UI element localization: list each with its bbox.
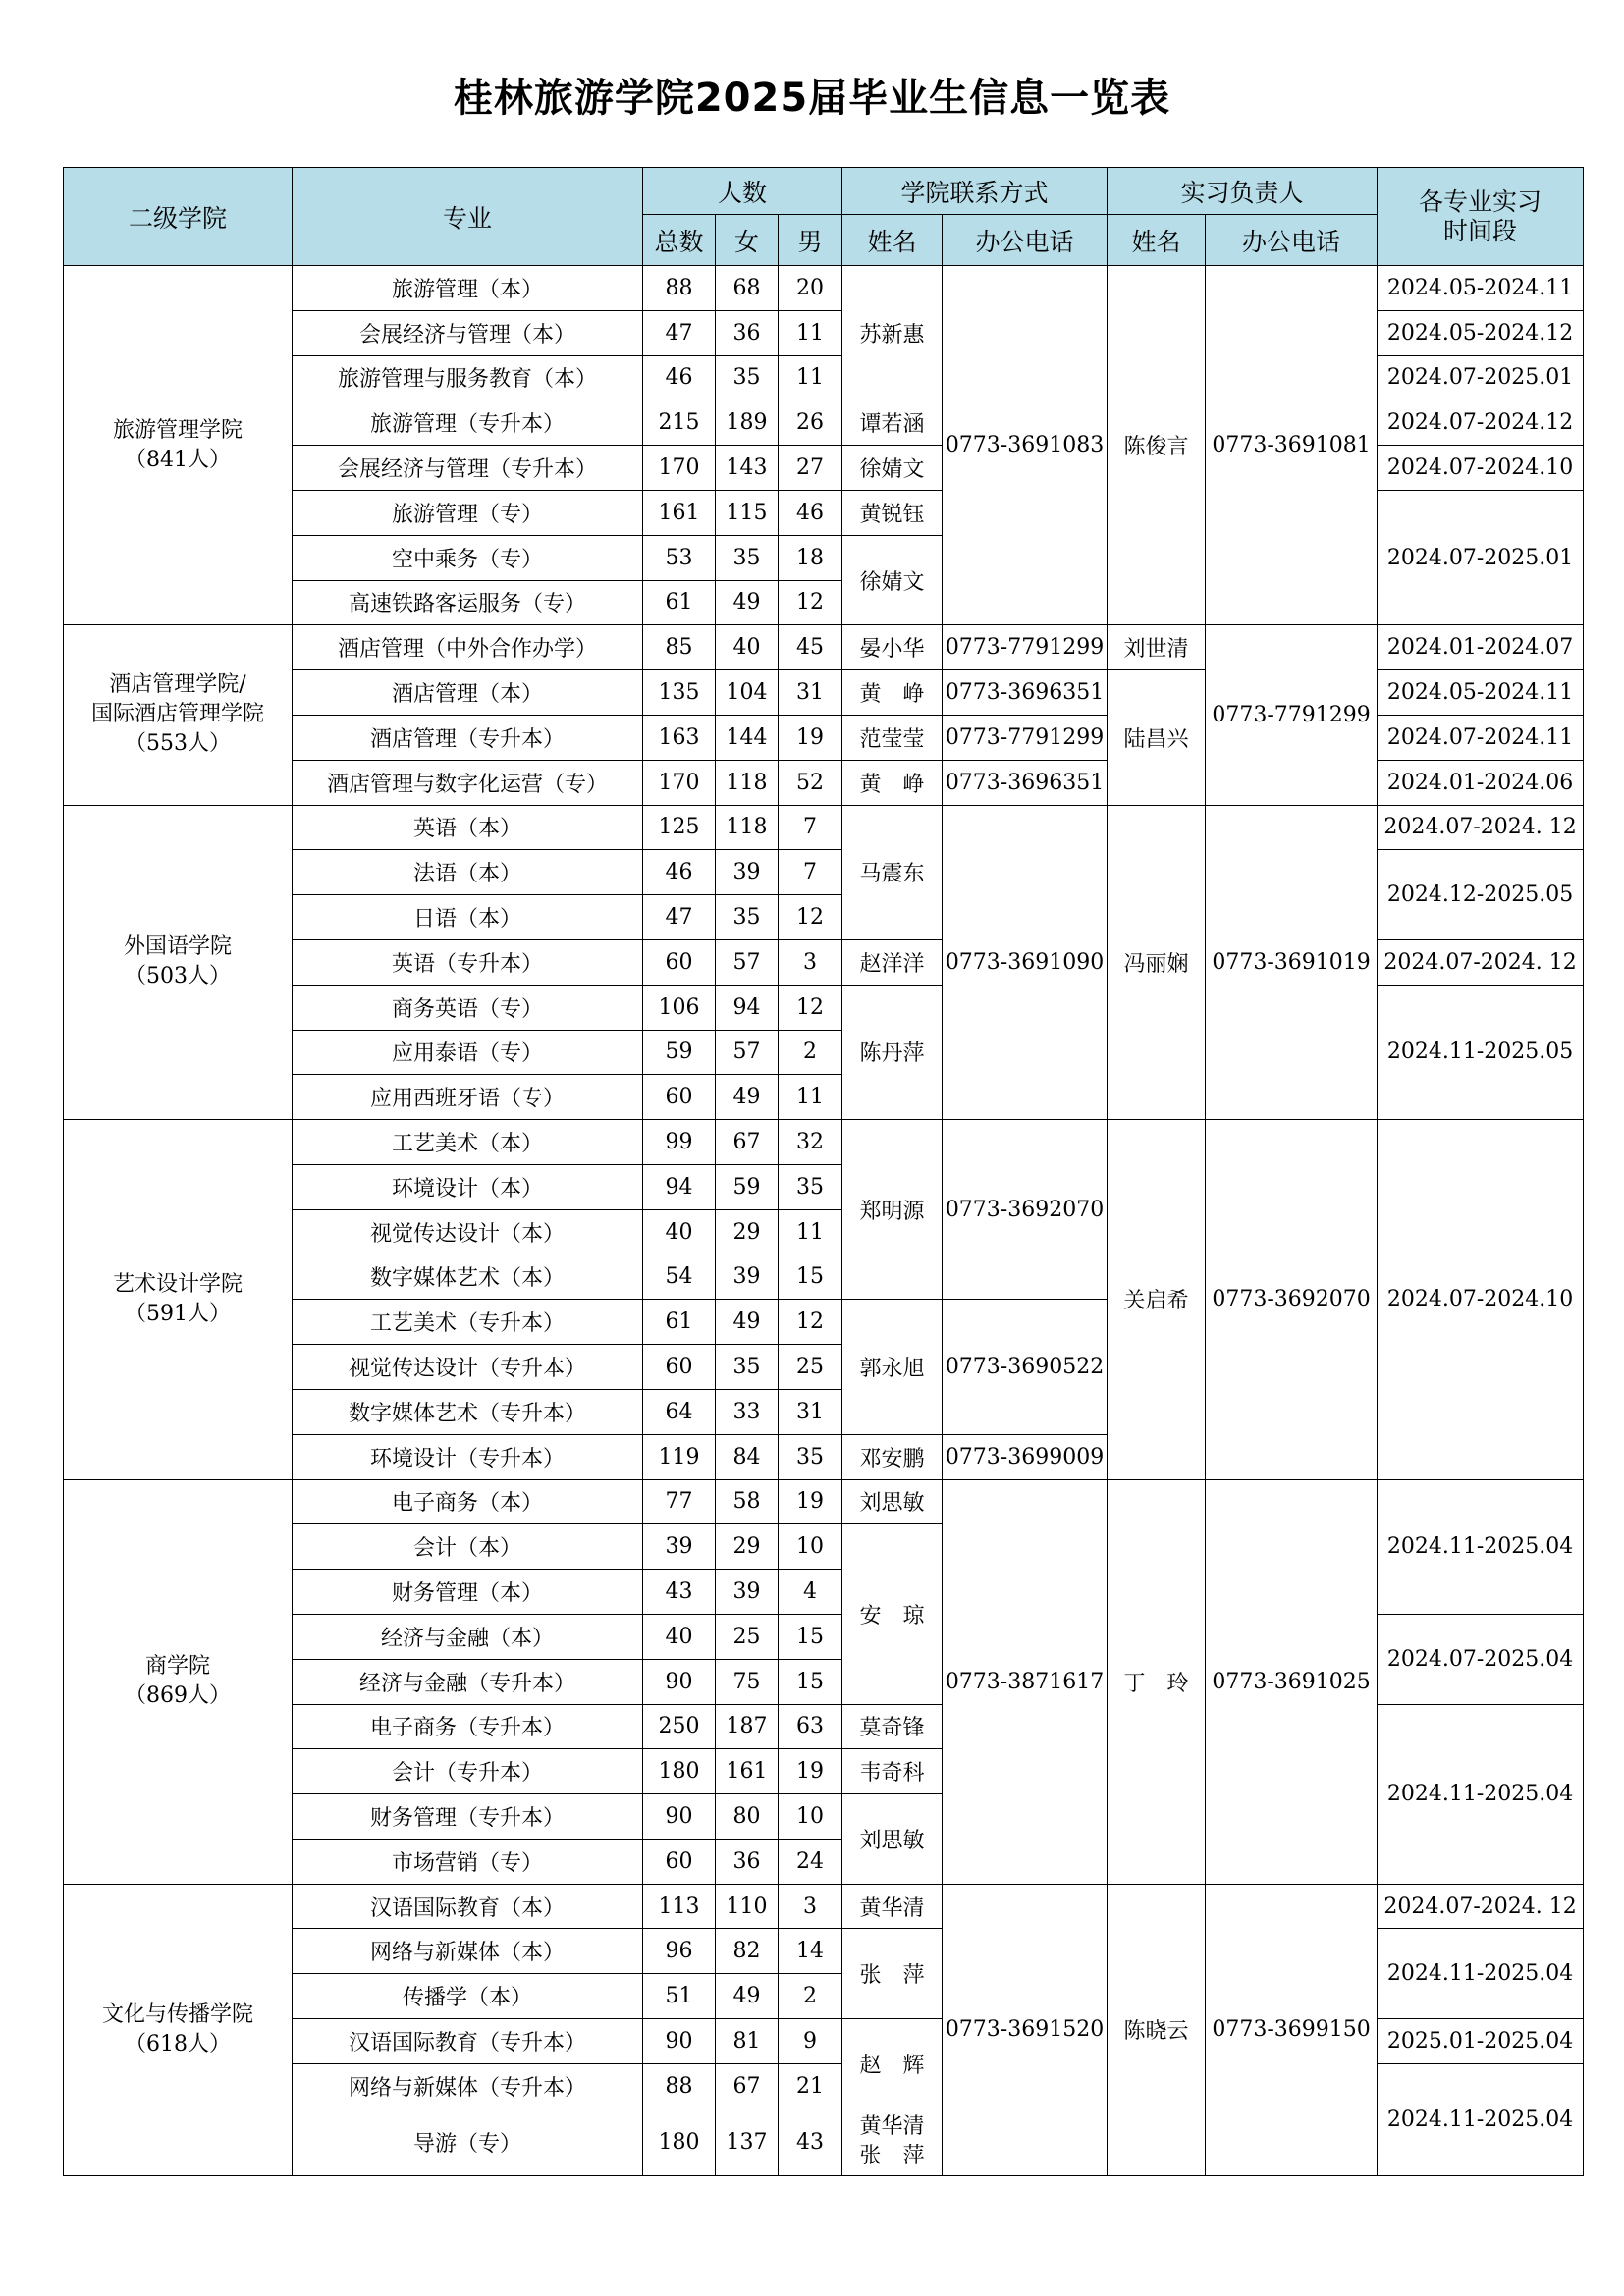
total-count: 215 — [643, 400, 716, 446]
major-name: 会展经济与管理（专升本） — [293, 446, 643, 491]
college-cell — [64, 266, 293, 625]
contact-phone: 0773-3699009 — [943, 1434, 1108, 1479]
major-name: 法语（本） — [293, 850, 643, 895]
period: 2024.07-2024. 12 — [1378, 1884, 1584, 1929]
total-count: 161 — [643, 490, 716, 535]
male-count: 11 — [779, 1075, 842, 1120]
contact-name: 韦奇科 — [842, 1749, 943, 1794]
total-count: 47 — [643, 310, 716, 355]
female-count: 59 — [716, 1164, 779, 1209]
total-count: 99 — [643, 1120, 716, 1165]
major-name: 商务英语（专） — [293, 985, 643, 1030]
college-name: 艺术设计学院 — [112, 1271, 243, 1297]
male-count: 4 — [779, 1570, 842, 1615]
intern-phone: 0773-3691025 — [1206, 1479, 1378, 1884]
contact-name: 黄锐钰 — [842, 490, 943, 535]
college-name: 旅游管理学院 — [112, 417, 243, 443]
female-count: 84 — [716, 1434, 779, 1479]
header-male: 男 — [779, 215, 842, 266]
male-count: 11 — [779, 310, 842, 355]
major-name: 会计（本） — [293, 1524, 643, 1570]
major-name: 高速铁路客运服务（专） — [293, 580, 643, 625]
male-count: 24 — [779, 1839, 842, 1884]
total-count: 113 — [643, 1884, 716, 1929]
total-count: 96 — [643, 1929, 716, 1974]
male-count: 19 — [779, 1749, 842, 1794]
male-count: 2 — [779, 1030, 842, 1075]
header-intern-group: 实习负责人 — [1108, 168, 1378, 215]
major-name: 英语（专升本） — [293, 939, 643, 985]
total-count: 60 — [643, 939, 716, 985]
male-count: 3 — [779, 1884, 842, 1929]
total-count: 51 — [643, 1974, 716, 2019]
female-count: 35 — [716, 1345, 779, 1390]
male-count: 21 — [779, 2063, 842, 2109]
female-count: 115 — [716, 490, 779, 535]
header-contact-name: 姓名 — [842, 215, 943, 266]
female-count: 29 — [716, 1524, 779, 1570]
major-name: 旅游管理（专） — [293, 490, 643, 535]
major-name: 汉语国际教育（本） — [293, 1884, 643, 1929]
female-count: 29 — [716, 1209, 779, 1255]
contact-phone: 0773-3691090 — [943, 805, 1108, 1120]
female-count: 36 — [716, 310, 779, 355]
header-contact-group: 学院联系方式 — [842, 168, 1108, 215]
contact-phone: 0773-3696351 — [943, 670, 1108, 716]
intern-name: 陆昌兴 — [1108, 670, 1206, 805]
contact-name: 黄 峥 — [842, 670, 943, 716]
total-count: 135 — [643, 670, 716, 716]
male-count: 12 — [779, 985, 842, 1030]
intern-phone: 0773-7791299 — [1206, 625, 1378, 805]
contact-name: 赵 辉 — [842, 2019, 943, 2109]
period: 2024.11-2025.04 — [1378, 2063, 1584, 2175]
contact-name — [842, 2109, 943, 2175]
college-name: 外国语学院 — [123, 934, 232, 960]
major-name: 视觉传达设计（本） — [293, 1209, 643, 1255]
period: 2024.07-2024. 12 — [1378, 939, 1584, 985]
male-count: 12 — [779, 580, 842, 625]
male-count: 12 — [779, 1300, 842, 1345]
total-count: 250 — [643, 1704, 716, 1749]
period: 2024.07-2024. 12 — [1378, 805, 1584, 850]
header-intern-name: 姓名 — [1108, 215, 1206, 266]
major-name: 视觉传达设计（专升本） — [293, 1345, 643, 1390]
contact-phone: 0773-3696351 — [943, 760, 1108, 805]
female-count: 161 — [716, 1749, 779, 1794]
college-count: （591人） — [125, 1301, 231, 1326]
contact-name: 黄华清 — [842, 1884, 943, 1929]
major-name: 酒店管理与数字化运营（专） — [293, 760, 643, 805]
female-count: 67 — [716, 2063, 779, 2109]
major-name: 经济与金融（专升本） — [293, 1659, 643, 1704]
total-count: 88 — [643, 266, 716, 311]
total-count: 43 — [643, 1570, 716, 1615]
major-name: 传播学（本） — [293, 1974, 643, 2019]
total-count: 39 — [643, 1524, 716, 1570]
female-count: 104 — [716, 670, 779, 716]
major-name: 工艺美术（专升本） — [293, 1300, 643, 1345]
college-cell — [64, 805, 293, 1120]
major-name: 环境设计（本） — [293, 1164, 643, 1209]
header-period-line2: 时间段 — [1443, 216, 1518, 245]
period: 2024.07-2024.10 — [1378, 1120, 1584, 1479]
female-count: 189 — [716, 400, 779, 446]
period: 2025.01-2025.04 — [1378, 2019, 1584, 2064]
header-college: 二级学院 — [64, 168, 293, 266]
header-period — [1378, 168, 1584, 266]
intern-name: 冯丽娴 — [1108, 805, 1206, 1120]
total-count: 180 — [643, 1749, 716, 1794]
female-count: 144 — [716, 715, 779, 760]
college-count: （503人） — [125, 964, 231, 989]
female-count: 35 — [716, 535, 779, 580]
intern-name: 刘世清 — [1108, 625, 1206, 670]
contact-name: 苏新惠 — [842, 266, 943, 400]
total-count: 170 — [643, 760, 716, 805]
contact-phone: 0773-3871617 — [943, 1479, 1108, 1884]
female-count: 118 — [716, 805, 779, 850]
total-count: 47 — [643, 895, 716, 940]
male-count: 45 — [779, 625, 842, 670]
total-count: 94 — [643, 1164, 716, 1209]
period: 2024.11-2025.05 — [1378, 985, 1584, 1119]
contact-name: 安 琼 — [842, 1524, 943, 1704]
male-count: 19 — [779, 1479, 842, 1524]
female-count: 57 — [716, 939, 779, 985]
college-cell — [64, 1120, 293, 1479]
total-count: 46 — [643, 355, 716, 400]
college-name-line2: 国际酒店管理学院 — [90, 702, 264, 727]
major-name: 会展经济与管理（本） — [293, 310, 643, 355]
total-count: 77 — [643, 1479, 716, 1524]
male-count: 26 — [779, 400, 842, 446]
table-row — [64, 805, 1584, 850]
total-count: 119 — [643, 1434, 716, 1479]
college-name: 文化与传播学院 — [101, 2002, 253, 2027]
major-name: 酒店管理（本） — [293, 670, 643, 716]
male-count: 35 — [779, 1164, 842, 1209]
total-count: 106 — [643, 985, 716, 1030]
total-count: 90 — [643, 1659, 716, 1704]
male-count: 18 — [779, 535, 842, 580]
header-period-line1: 各专业实习 — [1419, 187, 1543, 216]
male-count: 15 — [779, 1659, 842, 1704]
total-count: 59 — [643, 1030, 716, 1075]
female-count: 137 — [716, 2109, 779, 2175]
major-name: 财务管理（本） — [293, 1570, 643, 1615]
contact-phone: 0773-7791299 — [943, 625, 1108, 670]
college-cell — [64, 1884, 293, 2175]
period: 2024.11-2025.04 — [1378, 1929, 1584, 2019]
male-count: 9 — [779, 2019, 842, 2064]
contact-name: 谭若涵 — [842, 400, 943, 446]
female-count: 57 — [716, 1030, 779, 1075]
total-count: 88 — [643, 2063, 716, 2109]
period: 2024.11-2025.04 — [1378, 1479, 1584, 1614]
major-name: 财务管理（专升本） — [293, 1794, 643, 1840]
major-name: 汉语国际教育（专升本） — [293, 2019, 643, 2064]
period: 2024.07-2025.04 — [1378, 1614, 1584, 1704]
major-name: 经济与金融（本） — [293, 1614, 643, 1659]
major-name: 旅游管理（本） — [293, 266, 643, 311]
contact-phone: 0773-3690522 — [943, 1300, 1108, 1434]
female-count: 58 — [716, 1479, 779, 1524]
period: 2024.01-2024.07 — [1378, 625, 1584, 670]
major-name: 电子商务（专升本） — [293, 1704, 643, 1749]
major-name: 英语（本） — [293, 805, 643, 850]
total-count: 170 — [643, 446, 716, 491]
header-contact-phone: 办公电话 — [943, 215, 1108, 266]
female-count: 110 — [716, 1884, 779, 1929]
intern-name: 陈俊言 — [1108, 266, 1206, 625]
graduate-info-table — [63, 167, 1584, 2176]
major-name: 网络与新媒体（专升本） — [293, 2063, 643, 2109]
table-row — [64, 266, 1584, 311]
female-count: 80 — [716, 1794, 779, 1840]
female-count: 49 — [716, 580, 779, 625]
period: 2024.05-2024.11 — [1378, 670, 1584, 716]
table-row — [64, 1884, 1584, 1929]
total-count: 125 — [643, 805, 716, 850]
contact-name: 刘思敏 — [842, 1794, 943, 1885]
intern-name: 丁 玲 — [1108, 1479, 1206, 1884]
header-major: 专业 — [293, 168, 643, 266]
total-count: 61 — [643, 1300, 716, 1345]
college-name: 商学院 — [144, 1654, 210, 1680]
college-count: （618人） — [125, 2031, 231, 2056]
major-name: 会计（专升本） — [293, 1749, 643, 1794]
total-count: 64 — [643, 1389, 716, 1434]
male-count: 20 — [779, 266, 842, 311]
intern-phone: 0773-3691081 — [1206, 266, 1378, 625]
period: 2024.01-2024.06 — [1378, 760, 1584, 805]
contact-name: 张 萍 — [842, 1929, 943, 2019]
contact-name: 郑明源 — [842, 1120, 943, 1300]
college-cell — [64, 625, 293, 805]
major-name: 应用泰语（专） — [293, 1030, 643, 1075]
major-name: 日语（本） — [293, 895, 643, 940]
total-count: 53 — [643, 535, 716, 580]
total-count: 46 — [643, 850, 716, 895]
total-count: 60 — [643, 1075, 716, 1120]
total-count: 60 — [643, 1839, 716, 1884]
total-count: 90 — [643, 2019, 716, 2064]
table-row — [64, 1120, 1584, 1165]
major-name: 数字媒体艺术（专升本） — [293, 1389, 643, 1434]
male-count: 52 — [779, 760, 842, 805]
period: 2024.12-2025.05 — [1378, 850, 1584, 940]
male-count: 10 — [779, 1524, 842, 1570]
table-row — [64, 625, 1584, 670]
college-count: （869人） — [125, 1683, 231, 1709]
total-count: 85 — [643, 625, 716, 670]
contact-name: 晏小华 — [842, 625, 943, 670]
male-count: 19 — [779, 715, 842, 760]
male-count: 11 — [779, 355, 842, 400]
male-count: 46 — [779, 490, 842, 535]
female-count: 39 — [716, 1255, 779, 1300]
male-count: 7 — [779, 805, 842, 850]
female-count: 187 — [716, 1704, 779, 1749]
contact-name: 赵洋洋 — [842, 939, 943, 985]
major-name: 旅游管理与服务教育（本） — [293, 355, 643, 400]
intern-phone: 0773-3699150 — [1206, 1884, 1378, 2175]
male-count: 31 — [779, 1389, 842, 1434]
contact-name: 莫奇锋 — [842, 1704, 943, 1749]
contact-name-line1: 黄华清 — [859, 2114, 925, 2140]
female-count: 75 — [716, 1659, 779, 1704]
header-count-group: 人数 — [643, 168, 842, 215]
male-count: 12 — [779, 895, 842, 940]
male-count: 3 — [779, 939, 842, 985]
female-count: 81 — [716, 2019, 779, 2064]
contact-name: 徐婧文 — [842, 446, 943, 491]
contact-phone: 0773-3692070 — [943, 1120, 1108, 1300]
female-count: 39 — [716, 850, 779, 895]
female-count: 49 — [716, 1974, 779, 2019]
period: 2024.07-2024.12 — [1378, 400, 1584, 446]
contact-phone: 0773-3691083 — [943, 266, 1108, 625]
male-count: 43 — [779, 2109, 842, 2175]
intern-name: 陈晓云 — [1108, 1884, 1206, 2175]
female-count: 35 — [716, 355, 779, 400]
male-count: 15 — [779, 1614, 842, 1659]
female-count: 33 — [716, 1389, 779, 1434]
contact-name: 范莹莹 — [842, 715, 943, 760]
major-name: 市场营销（专） — [293, 1839, 643, 1884]
total-count: 60 — [643, 1345, 716, 1390]
page-title: 桂林旅游学院2025届毕业生信息一览表 — [453, 76, 1171, 121]
major-name: 电子商务（本） — [293, 1479, 643, 1524]
period: 2024.11-2025.04 — [1378, 1704, 1584, 1884]
contact-name: 黄 峥 — [842, 760, 943, 805]
male-count: 27 — [779, 446, 842, 491]
male-count: 14 — [779, 1929, 842, 1974]
male-count: 25 — [779, 1345, 842, 1390]
college-cell — [64, 1479, 293, 1884]
female-count: 68 — [716, 266, 779, 311]
major-name: 数字媒体艺术（本） — [293, 1255, 643, 1300]
period: 2024.07-2025.01 — [1378, 355, 1584, 400]
male-count: 31 — [779, 670, 842, 716]
contact-name: 邓安鹏 — [842, 1434, 943, 1479]
female-count: 82 — [716, 1929, 779, 1974]
contact-name: 陈丹萍 — [842, 985, 943, 1119]
intern-phone: 0773-3691019 — [1206, 805, 1378, 1120]
female-count: 67 — [716, 1120, 779, 1165]
period: 2024.07-2024.11 — [1378, 715, 1584, 760]
period: 2024.05-2024.12 — [1378, 310, 1584, 355]
total-count: 90 — [643, 1794, 716, 1840]
total-count: 61 — [643, 580, 716, 625]
period: 2024.07-2025.01 — [1378, 490, 1584, 624]
total-count: 180 — [643, 2109, 716, 2175]
contact-name: 刘思敏 — [842, 1479, 943, 1524]
major-name: 酒店管理（专升本） — [293, 715, 643, 760]
male-count: 63 — [779, 1704, 842, 1749]
male-count: 32 — [779, 1120, 842, 1165]
female-count: 143 — [716, 446, 779, 491]
intern-phone: 0773-3692070 — [1206, 1120, 1378, 1479]
male-count: 7 — [779, 850, 842, 895]
total-count: 54 — [643, 1255, 716, 1300]
female-count: 35 — [716, 895, 779, 940]
male-count: 10 — [779, 1794, 842, 1840]
intern-name: 关启希 — [1108, 1120, 1206, 1479]
total-count: 40 — [643, 1209, 716, 1255]
male-count: 11 — [779, 1209, 842, 1255]
header-female: 女 — [716, 215, 779, 266]
major-name: 工艺美术（本） — [293, 1120, 643, 1165]
major-name: 导游（专） — [293, 2109, 643, 2175]
female-count: 40 — [716, 625, 779, 670]
period: 2024.07-2024.10 — [1378, 446, 1584, 491]
college-name-line1: 酒店管理学院/ — [109, 672, 246, 698]
male-count: 35 — [779, 1434, 842, 1479]
major-name: 旅游管理（专升本） — [293, 400, 643, 446]
female-count: 118 — [716, 760, 779, 805]
female-count: 25 — [716, 1614, 779, 1659]
female-count: 39 — [716, 1570, 779, 1615]
contact-name-line2: 张 萍 — [859, 2144, 925, 2169]
female-count: 49 — [716, 1075, 779, 1120]
major-name: 空中乘务（专） — [293, 535, 643, 580]
major-name: 环境设计（专升本） — [293, 1434, 643, 1479]
contact-phone: 0773-7791299 — [943, 715, 1108, 760]
college-count: （553人） — [125, 731, 231, 757]
major-name: 酒店管理（中外合作办学） — [293, 625, 643, 670]
major-name: 应用西班牙语（专） — [293, 1075, 643, 1120]
period: 2024.05-2024.11 — [1378, 266, 1584, 311]
male-count: 15 — [779, 1255, 842, 1300]
female-count: 94 — [716, 985, 779, 1030]
table-body — [64, 266, 1584, 2176]
major-name: 网络与新媒体（本） — [293, 1929, 643, 1974]
contact-name: 马震东 — [842, 805, 943, 939]
table-header — [64, 168, 1584, 266]
college-count: （841人） — [125, 447, 231, 472]
total-count: 163 — [643, 715, 716, 760]
contact-phone: 0773-3691520 — [943, 1884, 1108, 2175]
total-count: 40 — [643, 1614, 716, 1659]
male-count: 2 — [779, 1974, 842, 2019]
table-row — [64, 1479, 1584, 1524]
contact-name: 徐婧文 — [842, 535, 943, 625]
contact-name: 郭永旭 — [842, 1300, 943, 1434]
female-count: 49 — [716, 1300, 779, 1345]
header-intern-phone: 办公电话 — [1206, 215, 1378, 266]
female-count: 36 — [716, 1839, 779, 1884]
header-total: 总数 — [643, 215, 716, 266]
